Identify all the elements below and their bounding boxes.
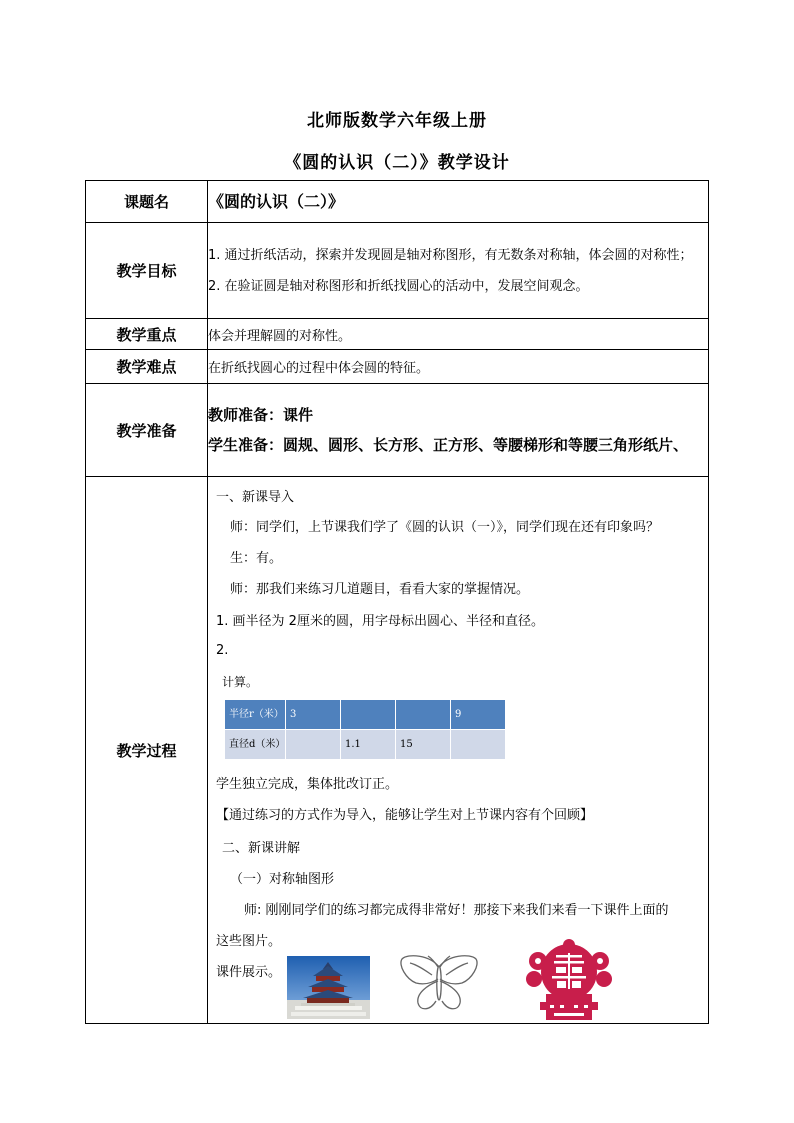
difficulty-value: 在折纸找圆心的过程中体会圆的特征。	[208, 350, 709, 384]
document-title-line2: 《圆的认识（二）》教学设计	[284, 153, 510, 173]
calc-cell: 1.1	[341, 730, 396, 760]
calc-cell	[341, 700, 396, 730]
goal-item-1: 1. 通过折纸活动，探索并发现圆是轴对称图形，有无数条对称轴，体会圆的对称性；	[208, 247, 693, 263]
calc-cell: 9	[451, 700, 506, 730]
process-line-1: 一、新课导入	[216, 490, 295, 505]
label-key: 教学重点	[86, 319, 208, 350]
process-line-10: 二、新课讲解	[222, 841, 301, 856]
calc-table	[224, 699, 506, 760]
prep-teacher: 教师准备：课件	[208, 406, 314, 424]
goals-content	[208, 223, 709, 319]
prep-student: 学生准备：圆规、圆形、长方形、正方形、等腰梯形和等腰三角形纸片、	[208, 436, 689, 454]
row-topic	[86, 181, 709, 223]
document-title-line1: 北师版数学六年级上册	[307, 111, 487, 131]
row-goals	[86, 223, 709, 319]
process-line-6: 2.	[216, 643, 229, 658]
label-difficulty: 教学难点	[86, 350, 208, 384]
goal-item-2: 2. 在验证圆是轴对称图形和折纸找圆心的活动中，发展空间观念。	[208, 278, 589, 294]
calc-cell: 3	[286, 700, 341, 730]
topic-value: 《圆的认识（二）》	[208, 181, 709, 223]
row-difficulty	[86, 350, 709, 384]
butterfly-outline	[398, 953, 480, 1017]
row-process	[86, 477, 709, 1024]
process-line-14: 课件展示。	[216, 965, 282, 980]
row-key	[86, 319, 709, 350]
calc-cell	[451, 730, 506, 760]
calc-row-radius	[225, 700, 506, 730]
label-process: 教学过程	[86, 477, 208, 1024]
process-line-9: 【通过练习的方式作为导入，能够让学生对上节课内容有个回顾】	[216, 808, 594, 823]
lesson-plan-table	[85, 180, 709, 1024]
process-line-4: 师：那我们来练习几道题目，看看大家的掌握情况。	[230, 582, 530, 597]
label-prep: 教学准备	[86, 384, 208, 477]
calc-cell: 直径d（米）	[225, 730, 286, 760]
process-line-12: 师: 刚刚同学们的练习都完成得非常好！那接下来我们来看一下课件上面的	[244, 903, 669, 918]
process-line-11: （一）对称轴图形	[230, 872, 335, 887]
process-line-7: 计算。	[222, 675, 259, 689]
process-line-2: 师：同学们，上节课我们学了《圆的认识（一）》，同学们现在还有印象吗？	[230, 520, 660, 535]
calc-cell	[286, 730, 341, 760]
process-content	[208, 477, 709, 1024]
label-goals: 教学目标	[86, 223, 208, 319]
key-value: 体会并理解圆的对称性。	[208, 319, 709, 350]
process-line-3: 生：有。	[230, 551, 283, 566]
calc-cell	[396, 700, 451, 730]
process-line-13: 这些图片。	[216, 934, 282, 949]
double-happiness-papercut	[526, 939, 612, 1021]
temple-of-heaven-photo	[287, 956, 370, 1019]
calc-cell: 15	[396, 730, 451, 760]
prep-content	[208, 384, 709, 477]
process-line-5: 1. 画半径为 2厘米的圆，用字母标出圆心、半径和直径。	[216, 614, 544, 629]
calc-cell: 半径r（米）	[225, 700, 286, 730]
process-line-8: 学生独立完成，集体批改订正。	[216, 777, 399, 792]
row-prep	[86, 384, 709, 477]
calc-row-diameter	[225, 730, 506, 760]
label-topic: 课题名	[86, 181, 208, 223]
